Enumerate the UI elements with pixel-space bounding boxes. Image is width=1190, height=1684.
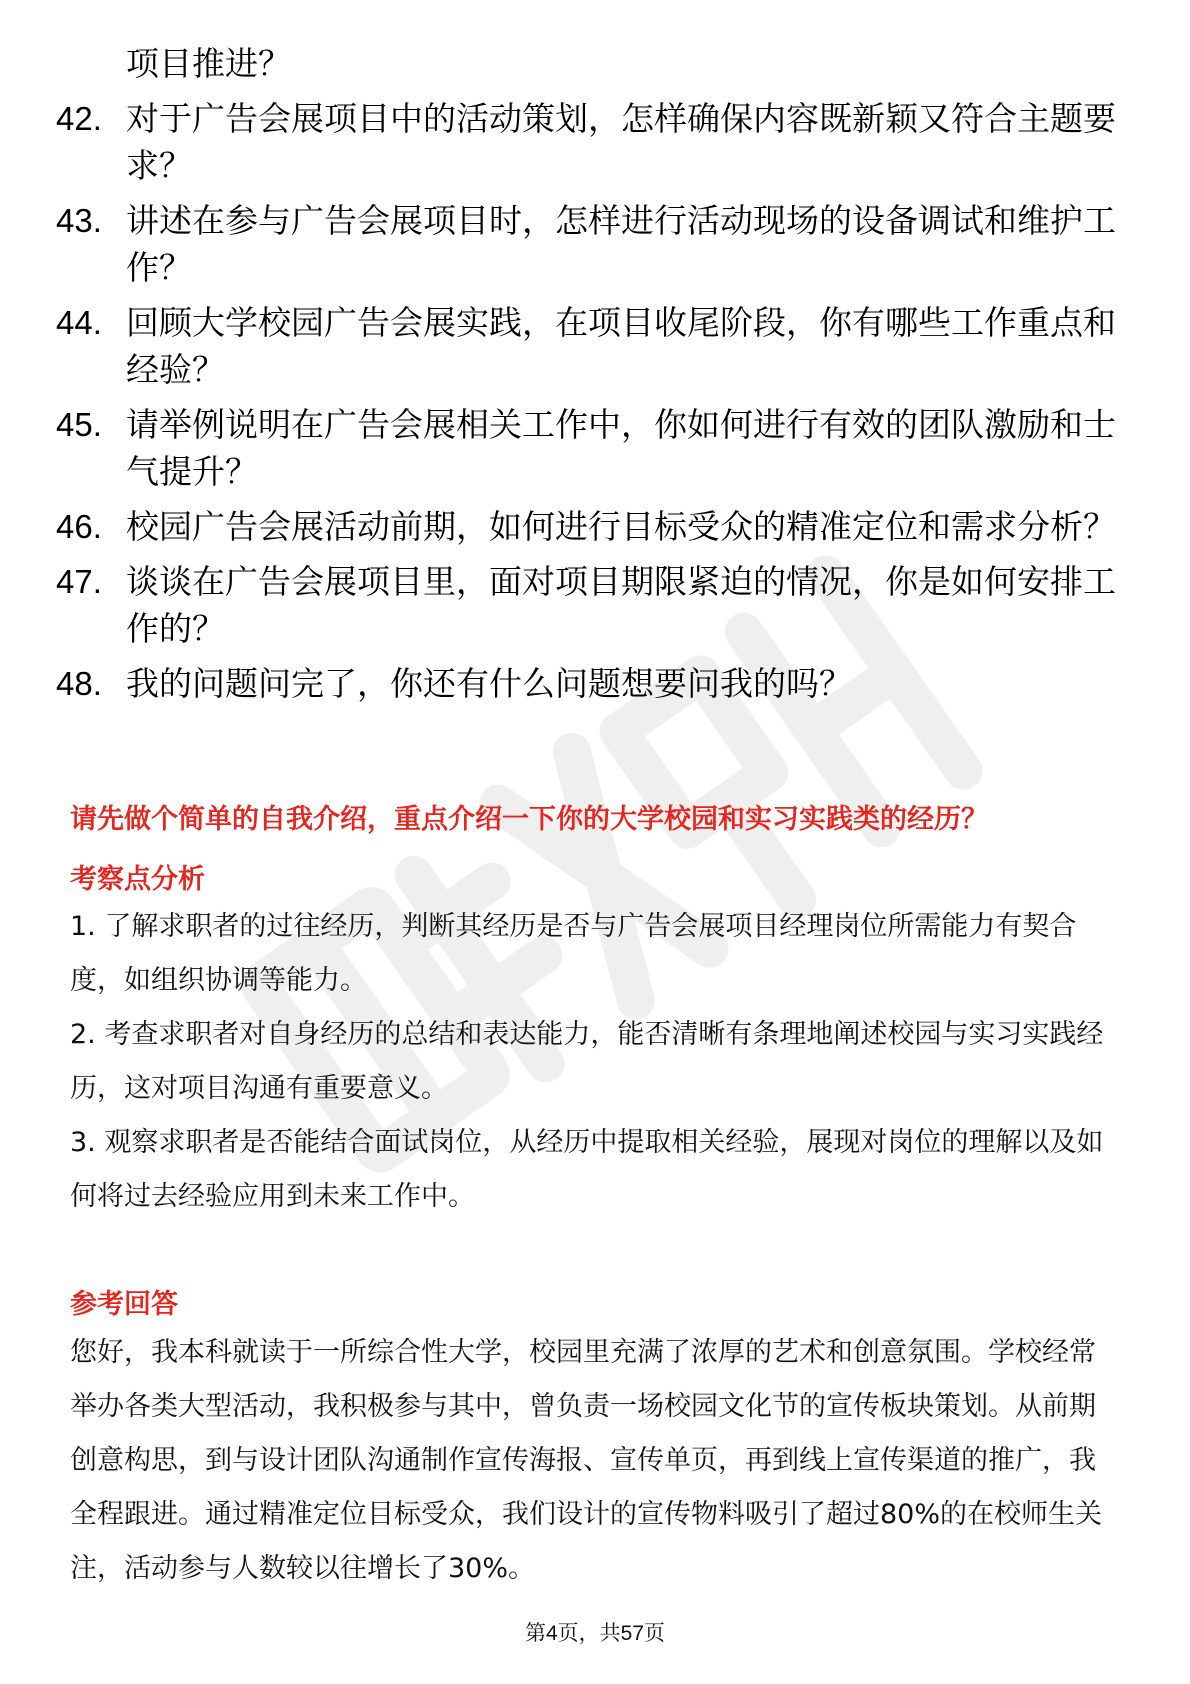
question-text: 请举例说明在广告会展相关工作中，你如何进行有效的团队激励和士气提升？ — [126, 405, 1116, 491]
question-number: 44. — [56, 304, 102, 341]
question-text: 讲述在参与广告会展项目时，怎样进行活动现场的设备调试和维护工作？ — [126, 201, 1116, 287]
question-number: 47. — [56, 563, 102, 600]
question-text: 我的问题问完了，你还有什么问题想要问我的吗？ — [126, 664, 852, 703]
question-number: 45. — [56, 406, 102, 443]
analysis-point: 2. 考查求职者对自身经历的总结和表达能力，能否清晰有条理地阐述校园与实习实践经历，这对项目沟通有重要意义。 — [70, 1019, 1104, 1104]
question-number: 43. — [56, 202, 102, 239]
analysis-point: 1. 了解求职者的过往经历，判断其经历是否与广告会展项目经理岗位所需能力有契合度，如组织协调等能力。 — [70, 911, 1077, 996]
question-text: 项目推进？ — [126, 44, 291, 83]
question-number: 48. — [56, 665, 102, 702]
list-item — [56, 299, 1136, 393]
question-text: 回顾大学校园广告会展实践，在项目收尾阶段，你有哪些工作重点和经验？ — [126, 303, 1116, 389]
list-item — [56, 503, 1136, 550]
analysis-heading: 考察点分析 — [70, 864, 205, 895]
question-number: 42. — [56, 100, 102, 137]
list-item — [56, 95, 1136, 189]
reference-heading: 参考回答 — [70, 1289, 178, 1320]
list-item — [56, 660, 1136, 707]
question-text: 对于广告会展项目中的活动策划，怎样确保内容既新颖又符合主题要求？ — [126, 99, 1116, 185]
list-item — [56, 197, 1136, 291]
analysis-points — [70, 900, 1120, 1224]
reference-answer: 您好，我本科就读于一所综合性大学，校园里充满了浓厚的艺术和创意氛围。学校经常举办各类大型活动，我积极参与其中，曾负责一场校园文化节的宣传板块策划。从前期创意构思，到与设计团队沟通制作宣传海报、宣传单页，再到线上宣传渠道的推广，我全程跟进。通过精准定位目标受众，我们设计的宣传物料吸引了超过80%的在校师生关注，活动参与人数较以往增长了30%。 — [70, 1337, 1103, 1584]
list-item — [56, 401, 1136, 495]
list-item — [56, 558, 1136, 652]
list-item — [56, 40, 1136, 87]
question-text: 谈谈在广告会展项目里，面对项目期限紧迫的情况，你是如何安排工作的？ — [126, 562, 1116, 648]
question-list — [56, 40, 1136, 715]
featured-question: 请先做个简单的自我介绍，重点介绍一下你的大学校园和实习实践类的经历？ — [70, 804, 988, 835]
analysis-point: 3. 观察求职者是否能结合面试岗位，从经历中提取相关经验，展现对岗位的理解以及如何将过去经验应用到未来工作中。 — [70, 1127, 1104, 1212]
page-number: 第4页，共57页 — [524, 1622, 666, 1645]
question-text: 校园广告会展活动前期，如何进行目标受众的精准定位和需求分析？ — [126, 507, 1116, 546]
question-number: 46. — [56, 508, 102, 545]
